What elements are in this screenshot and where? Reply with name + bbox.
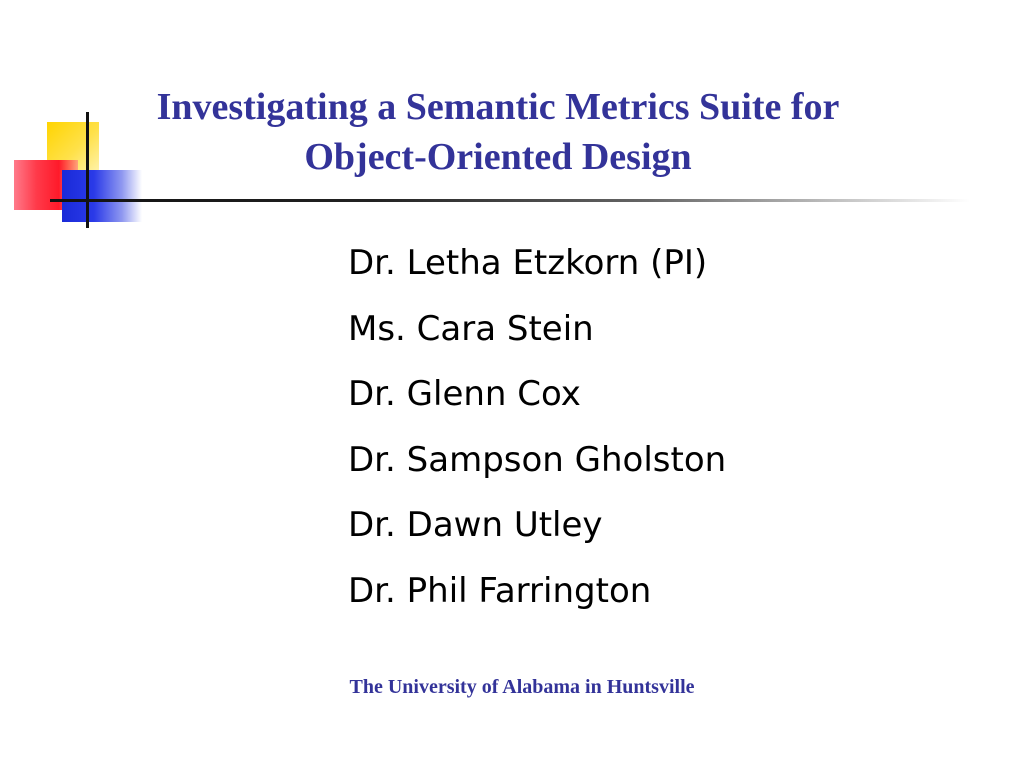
author-name: Dr. Phil Farrington (348, 570, 652, 611)
title-line-1: Investigating a Semantic Metrics Suite for (156, 86, 840, 128)
author-name: Dr. Dawn Utley (348, 505, 603, 545)
title-underline-rule (50, 199, 970, 202)
author-name: Dr. Glenn Cox (348, 374, 581, 414)
institution-footer: The University of Alabama in Huntsville (349, 676, 695, 698)
slide-title (88, 82, 908, 182)
author-name: Ms. Cara Stein (348, 308, 594, 349)
author-name: Dr. Sampson Gholston (348, 439, 727, 480)
author-list (348, 232, 726, 625)
title-line-2: Object-Oriented Design (304, 136, 692, 178)
author-name: Dr. Letha Etzkorn (PI) (348, 243, 708, 283)
